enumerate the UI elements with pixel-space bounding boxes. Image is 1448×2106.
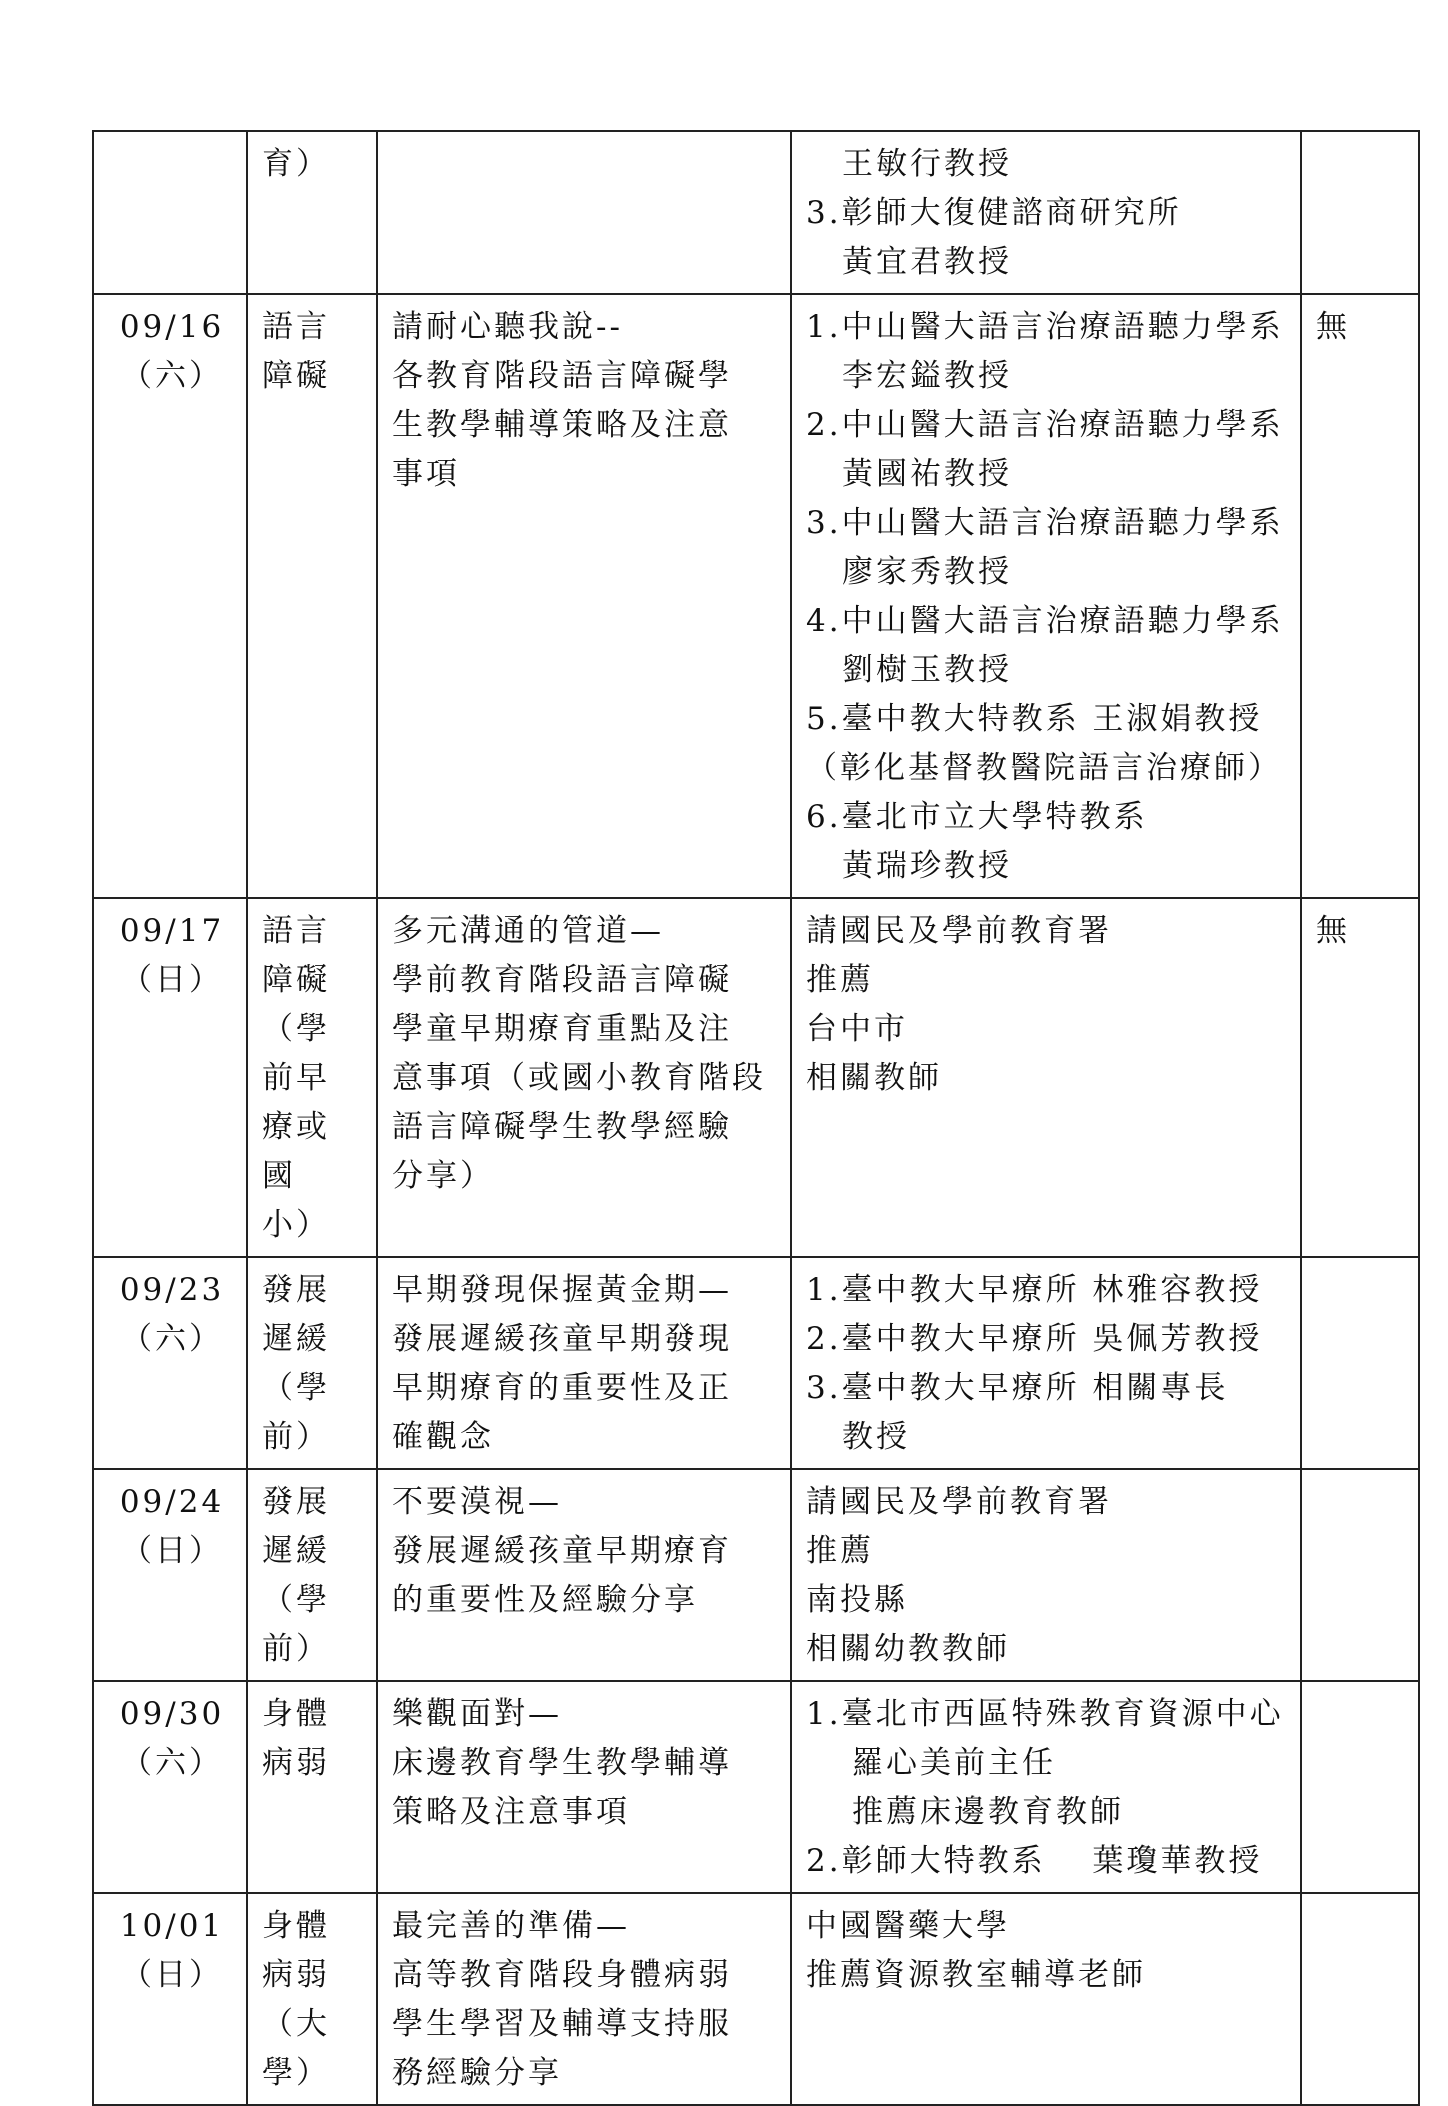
topic-cell-line: 不要漠視— [392,1484,562,1520]
speaker-line: 5.臺中教大特教系 王淑娟教授 [806,701,1263,737]
speaker-line: 劉樹玉教授 [842,652,1012,688]
speaker-line: 3.臺中教大早療所 相關專長 [806,1370,1229,1406]
speaker-line: 教授 [842,1419,910,1455]
category-cell-line: 語言 [262,913,330,949]
date-cell-line: 09/30 [119,1696,225,1732]
note-cell [1301,898,1419,1257]
category-cell-line: （學 [262,1582,330,1618]
date-cell-line: 09/17 [119,913,225,949]
category-cell-line: 國 [262,1158,296,1194]
speakers-cell [791,1893,1301,2105]
category-cell [247,1257,377,1469]
category-cell-line: 遲緩 [262,1321,330,1357]
speakers-cell [791,1257,1301,1469]
topic-cell-line: 樂觀面對— [392,1696,562,1732]
date-cell-line: （六） [121,358,223,394]
category-cell-line: 身體 [262,1696,330,1732]
speaker-line: 推薦 [806,962,874,998]
speaker-line: 4.中山醫大語言治療語聽力學系 [806,603,1284,639]
topic-cell-line: 高等教育階段身體病弱 [392,1957,732,1993]
category-cell-line: （學 [262,1370,330,1406]
date-cell-line: （六） [121,1745,223,1781]
topic-cell [377,131,791,294]
category-cell-line: 前早 [262,1060,330,1096]
topic-cell-line: 生教學輔導策略及注意 [392,407,732,443]
speaker-line: 推薦資源教室輔導老師 [806,1957,1146,1993]
topic-cell-line: 事項 [392,456,460,492]
category-cell-line: （大 [262,2006,330,2042]
speaker-line: 推薦 [806,1533,874,1569]
table-row [93,1257,1419,1469]
topic-cell [377,294,791,898]
topic-cell-line: 各教育階段語言障礙學 [392,358,732,394]
category-cell-line: 療或 [262,1109,330,1145]
topic-cell-line: 請耐心聽我說-- [392,309,623,345]
date-cell [93,1257,247,1469]
date-cell-line: （日） [121,962,223,998]
speaker-line: 請國民及學前教育署 [806,1484,1112,1520]
speaker-line: 請國民及學前教育署 [806,913,1112,949]
topic-cell [377,1469,791,1681]
category-cell [247,898,377,1257]
date-cell-line: （日） [121,1957,223,1993]
topic-cell-line: 確觀念 [392,1419,494,1455]
speakers-cell [791,131,1301,294]
date-cell [93,1469,247,1681]
category-cell-line: 障礙 [262,358,330,394]
schedule-table [92,130,1420,2106]
date-cell [93,294,247,898]
speaker-line: 1.臺中教大早療所 林雅容教授 [806,1272,1263,1308]
speaker-line: 相關教師 [806,1060,942,1096]
speakers-cell [791,1469,1301,1681]
date-cell-line: 10/01 [119,1908,225,1944]
speaker-line: 3.中山醫大語言治療語聽力學系 [806,505,1284,541]
category-cell-line: 發展 [262,1484,330,1520]
speaker-line: 6.臺北市立大學特教系 [806,799,1148,835]
speaker-line: 台中市 [806,1011,908,1047]
date-cell [93,1893,247,2105]
topic-cell-line: 發展遲緩孩童早期發現 [392,1321,732,1357]
category-cell-line: 病弱 [262,1745,330,1781]
table-row [93,1893,1419,2105]
topic-cell [377,1257,791,1469]
speaker-line: （彰化基督教醫院語言治療師） [806,750,1282,786]
table-row [93,1469,1419,1681]
speaker-line: 黃瑞珍教授 [842,848,1012,884]
speaker-line: 李宏鎰教授 [842,358,1012,394]
category-cell-line: 小） [262,1207,330,1243]
category-cell-line: 發展 [262,1272,330,1308]
category-cell-line: 障礙 [262,962,330,998]
topic-cell-line: 務經驗分享 [392,2055,562,2091]
note-cell [1301,294,1419,898]
table-row [93,898,1419,1257]
speaker-line: 南投縣 [806,1582,908,1618]
speaker-line: 2.中山醫大語言治療語聽力學系 [806,407,1284,443]
date-cell [93,131,247,294]
category-cell-line: 身體 [262,1908,330,1944]
speaker-line: 廖家秀教授 [842,554,1012,590]
speaker-line: 王敏行教授 [842,146,1012,182]
table-row [93,1681,1419,1893]
category-cell [247,294,377,898]
speaker-line: 2.彰師大特教系 葉瓊華教授 [806,1843,1263,1879]
category-cell [247,1469,377,1681]
topic-cell [377,898,791,1257]
date-cell [93,898,247,1257]
note-text: 無 [1316,913,1350,949]
topic-cell-line: 早期發現保握黃金期— [392,1272,732,1308]
category-cell-line: 遲緩 [262,1533,330,1569]
category-cell-line: 育） [262,146,330,182]
topic-cell-line: 的重要性及經驗分享 [392,1582,698,1618]
topic-cell-line: 意事項（或國小教育階段 [392,1060,766,1096]
topic-cell-line: 早期療育的重要性及正 [392,1370,732,1406]
category-cell-line: 前） [262,1419,330,1455]
topic-cell-line: 學童早期療育重點及注 [392,1011,732,1047]
speaker-line: 黃宜君教授 [842,244,1012,280]
date-cell-line: 09/16 [119,309,225,345]
note-cell [1301,1469,1419,1681]
speaker-line: 1.中山醫大語言治療語聽力學系 [806,309,1284,345]
note-cell [1301,131,1419,294]
date-cell [93,1681,247,1893]
date-cell-line: （六） [121,1321,223,1357]
topic-cell-line: 策略及注意事項 [392,1794,630,1830]
speaker-line: 2.臺中教大早療所 吳佩芳教授 [806,1321,1263,1357]
note-cell [1301,1681,1419,1893]
speaker-line: 推薦床邊教育教師 [852,1794,1124,1830]
speaker-line: 黃國祐教授 [842,456,1012,492]
category-cell-line: 前） [262,1631,330,1667]
topic-cell-line: 學前教育階段語言障礙 [392,962,732,998]
date-cell-line: 09/23 [119,1272,225,1308]
speaker-line: 3.彰師大復健諮商研究所 [806,195,1182,231]
topic-cell [377,1893,791,2105]
speaker-line: 羅心美前主任 [852,1745,1056,1781]
speakers-cell [791,294,1301,898]
table-row [93,294,1419,898]
schedule-table-body [93,131,1419,2105]
speaker-line: 1.臺北市西區特殊教育資源中心 [806,1696,1284,1732]
note-cell [1301,1893,1419,2105]
topic-cell-line: 分享） [392,1158,494,1194]
speakers-cell [791,898,1301,1257]
category-cell-line: （學 [262,1011,330,1047]
speaker-line: 中國醫藥大學 [806,1908,1010,1944]
category-cell [247,131,377,294]
speakers-cell [791,1681,1301,1893]
topic-cell-line: 學生學習及輔導支持服 [392,2006,732,2042]
date-cell-line: （日） [121,1533,223,1569]
category-cell [247,1893,377,2105]
topic-cell-line: 語言障礙學生教學經驗 [392,1109,732,1145]
category-cell [247,1681,377,1893]
topic-cell [377,1681,791,1893]
category-cell-line: 語言 [262,309,330,345]
topic-cell-line: 最完善的準備— [392,1908,630,1944]
topic-cell-line: 床邊教育學生教學輔導 [392,1745,732,1781]
category-cell-line: 學） [262,2055,330,2091]
note-text: 無 [1316,309,1350,345]
speaker-line: 相關幼教教師 [806,1631,1010,1667]
table-row [93,131,1419,294]
date-cell-line: 09/24 [119,1484,225,1520]
note-cell [1301,1257,1419,1469]
category-cell-line: 病弱 [262,1957,330,1993]
topic-cell-line: 多元溝通的管道— [392,913,664,949]
topic-cell-line: 發展遲緩孩童早期療育 [392,1533,732,1569]
